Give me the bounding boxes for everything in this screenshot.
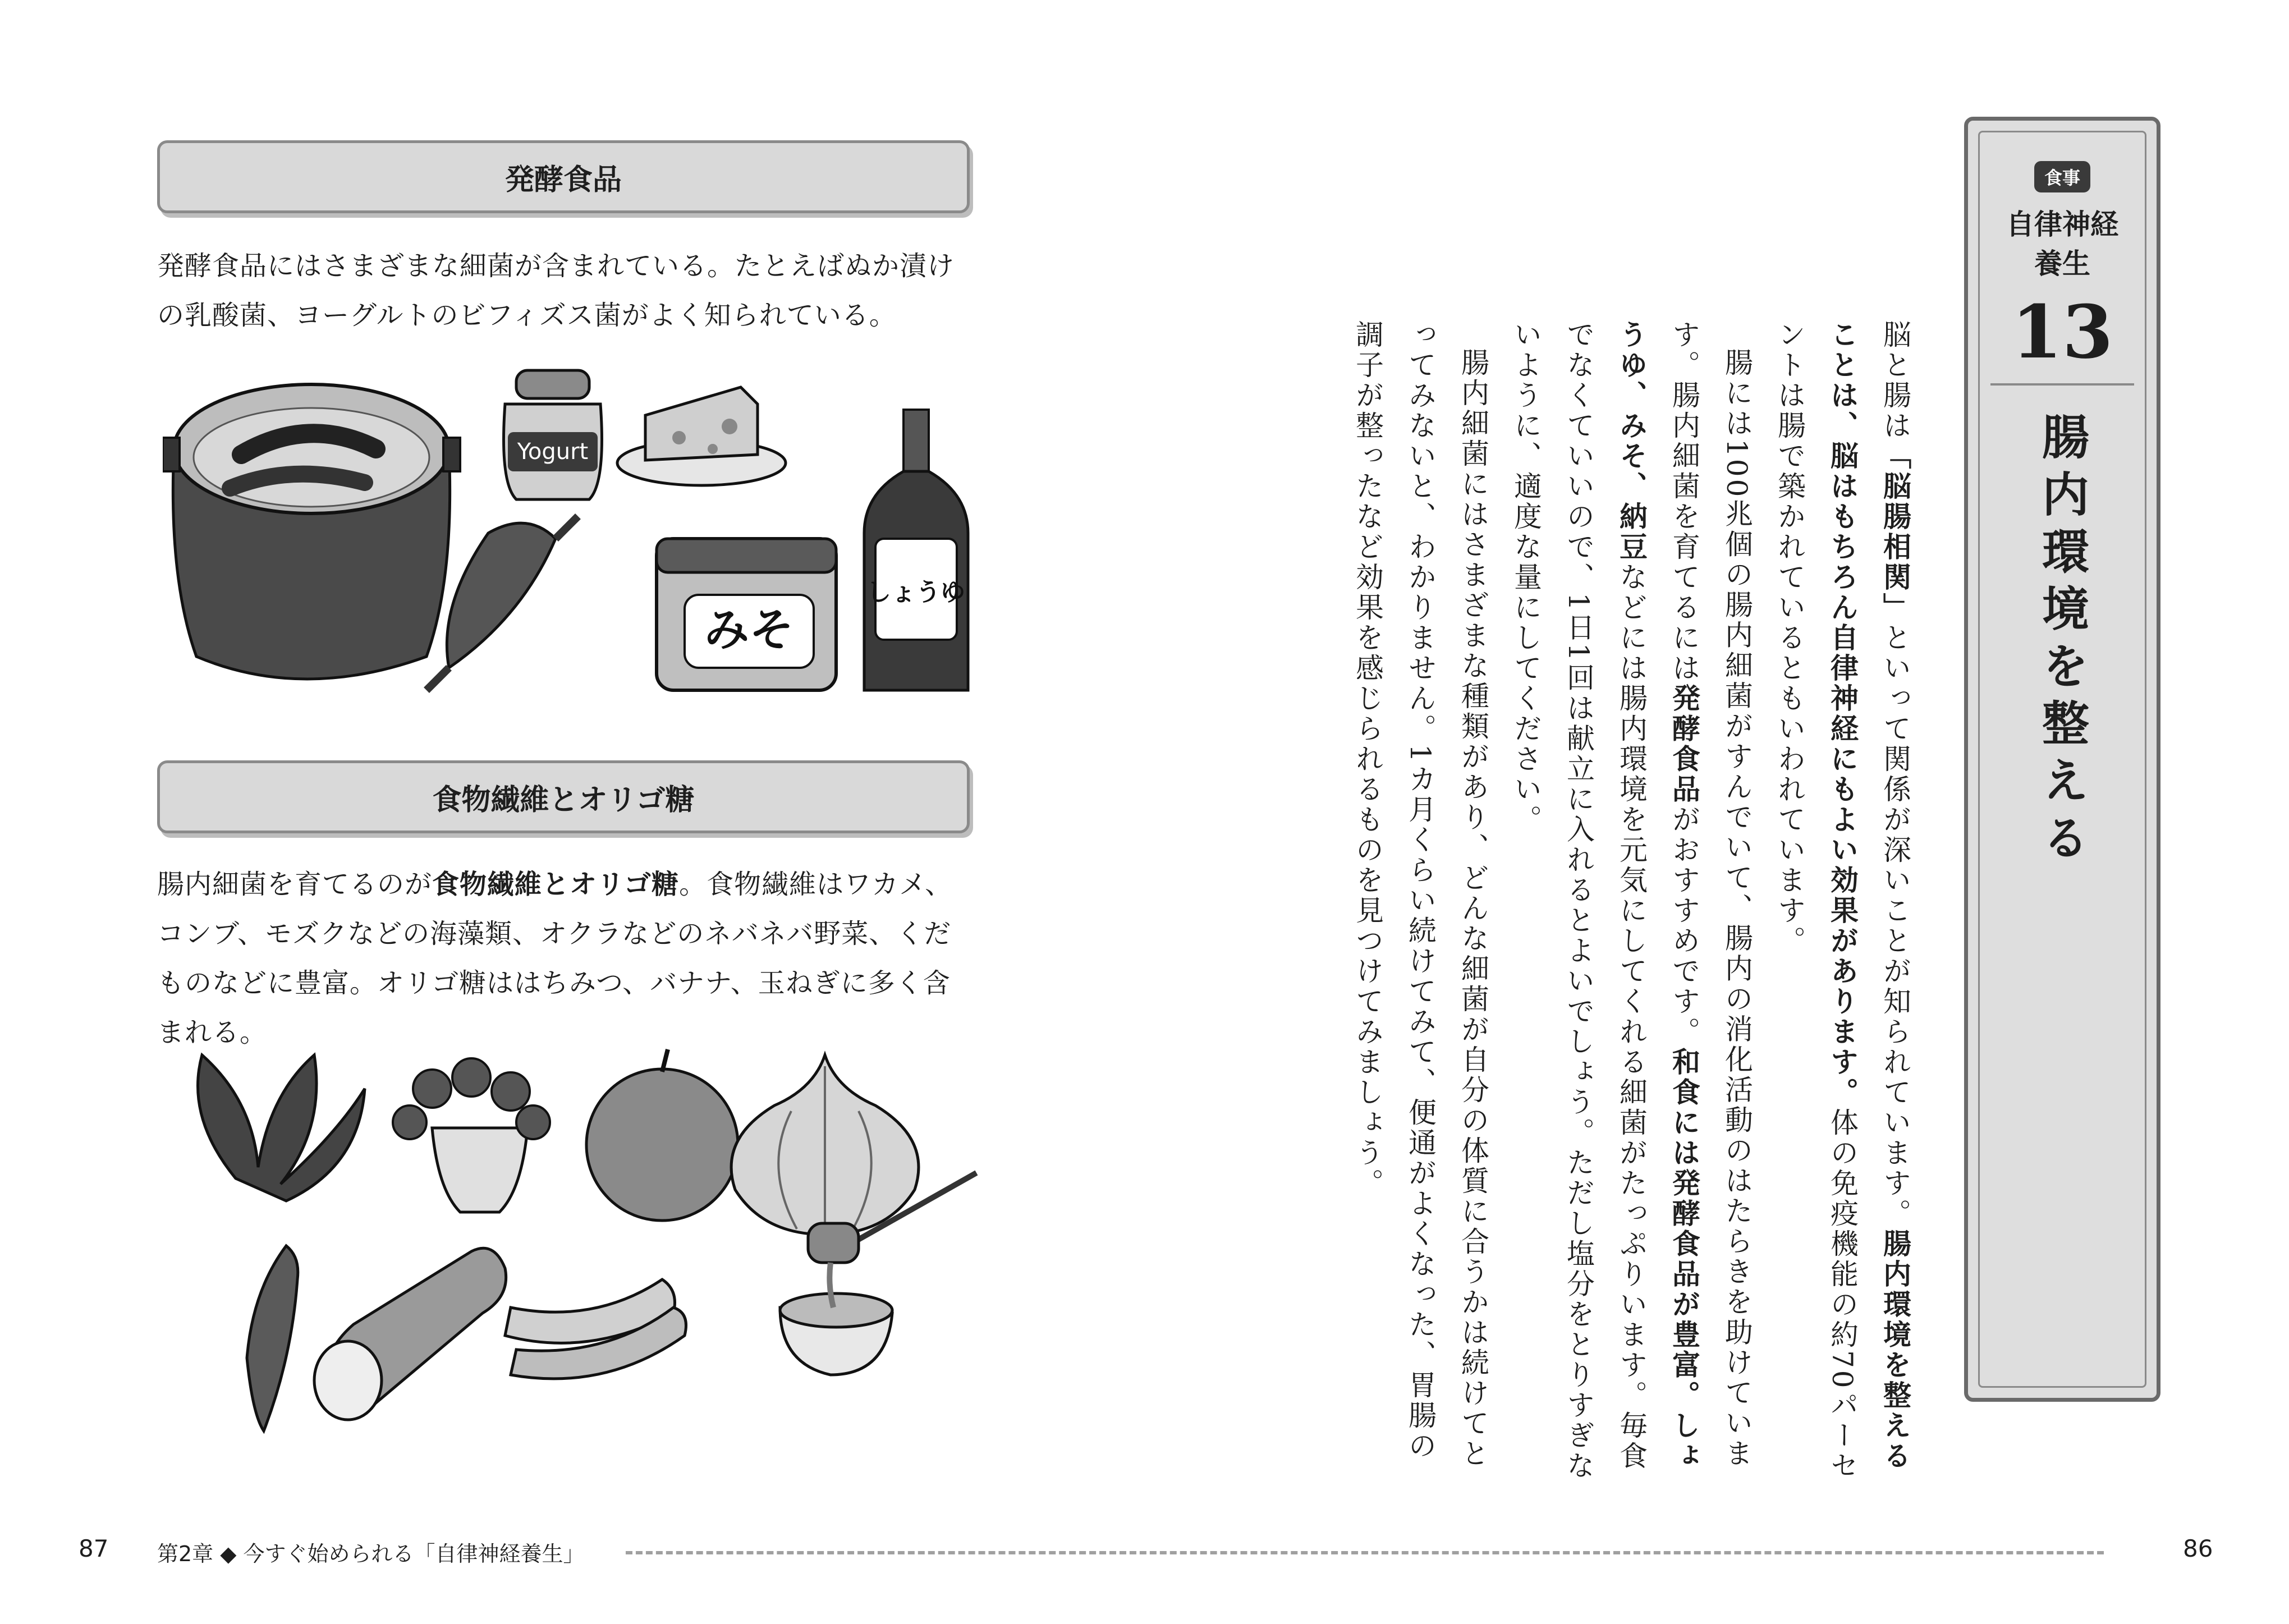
paragraph-3: 腸内細菌にはさまざまな種類があり、どんな細菌が自分の体質に合うかは続けてとってみないと、わかりません。1カ月くらい続けてみて、便通がよくなった、胃腸の調子が整ったなど効果を感じられるものを見つけてみましょう。 — [1351, 320, 1489, 1469]
miso-label: みそ — [704, 604, 794, 656]
right-page-number: 86 — [2183, 1535, 2213, 1562]
chapter-footer: 第2章 ◆ 今すぐ始められる「自律神経養生」 — [157, 1542, 585, 1566]
yam-icon — [314, 1248, 506, 1420]
article-title: 腸内環境を整える — [2034, 412, 2090, 870]
mushrooms-icon — [393, 1058, 550, 1212]
panel-divider — [1990, 383, 2134, 386]
section-heading-fermented: 発酵食品 — [157, 140, 970, 213]
main-vertical-text — [1341, 320, 1921, 1487]
footer-dashed-rule — [626, 1551, 2104, 1554]
nukazuke-pot-icon — [163, 384, 460, 679]
title-panel — [1964, 117, 2160, 1402]
item-number: 13 — [2011, 289, 2113, 375]
yogurt-jar-icon — [504, 370, 602, 499]
onion-icon — [731, 1055, 919, 1235]
fiber-body-text: 腸内細菌を育てるのが食物繊維とオリゴ糖。食物繊維はワカメ、コンブ、モズクなどの海藻類、オクラなどのネバネバ野菜、くだものなどに豊富。オリゴ糖ははちみつ、バナナ、玉ねぎに多く含まれる。 — [157, 869, 953, 1048]
category-badge: 食事 — [2034, 161, 2090, 192]
soy-sauce-bottle-icon — [864, 410, 968, 690]
fermented-foods-illustration — [163, 354, 976, 713]
series-name: 自律神経 養生 — [2006, 208, 2118, 280]
miso-container-icon — [657, 539, 836, 690]
fiber-foods-illustration — [168, 1044, 982, 1437]
yogurt-label: Yogurt — [517, 439, 589, 465]
apple-icon — [586, 1049, 738, 1221]
bananas-icon — [505, 1279, 686, 1379]
cheese-icon — [617, 387, 786, 485]
seaweed-icon — [198, 1055, 365, 1201]
section-heading-fiber: 食物繊維とオリゴ糖 — [157, 760, 970, 833]
left-page-number: 87 — [79, 1535, 109, 1562]
paragraph-2: 腸には100兆個の腸内細菌がすんでいて、腸内の消化活動のはたらきを助けています。腸内細菌を育てるには発酵食品がおすすめです。和食には発酵食品が豊富。しょうゆ、みそ、納豆などには腸内環境を元気にしてくれる細菌がたっぷりいます。毎食でなくていいので、1日1回は献立に入れるとよいでしょう。ただし塩分をとりすぎないように、適度な量にしてください。 — [1510, 320, 1753, 1481]
shoyu-label: しょうゆ — [866, 578, 965, 607]
fermented-body-text: 発酵食品にはさまざまな細菌が含まれている。たとえばぬか漬けの乳酸菌、ヨーグルトのビフィズス菌がよく知られている。 — [157, 250, 955, 331]
paragraph-1: 脳と腸は「脳腸相関」といって関係が深いことが知られています。腸内環境を整えることは、脳はもちろん自律神経にもよい効果があります。体の免疫機能の約70パーセントは腸で築かれているともいわれています。 — [1773, 320, 1911, 1481]
okra-icon — [247, 1246, 298, 1431]
